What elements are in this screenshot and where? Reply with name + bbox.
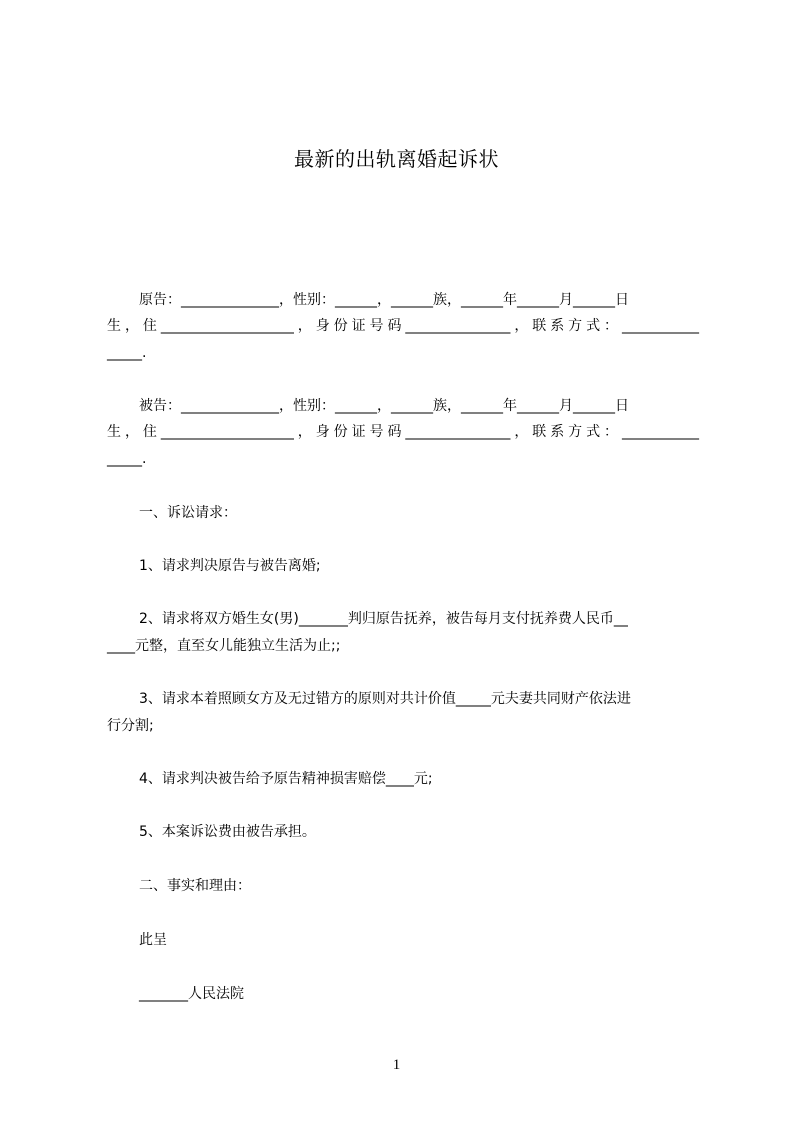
claim-3-line-1: 3、请求本着照顾女方及无过错方的原则对共计价值_____元夫妻共同财产依法进	[139, 691, 631, 707]
plaintiff-line-2: 生，住___________________，身份证号码_______________，联系方式：___________	[107, 318, 699, 334]
defendant-line-2: 生，住___________________，身份证号码_______________，联系方式：___________	[107, 424, 699, 440]
claim-2-line-1: 2、请求将双方婚生女(男)_______判归原告抚养，被告每月支付抚养费人民币__	[139, 611, 628, 627]
claim-4: 4、请求判决被告给予原告精神损害赔偿____元;	[139, 771, 433, 787]
court-name: _______人民法院	[139, 986, 244, 1002]
defendant-line-1: 被告：______________，性别：______，______族，______年______月______日	[139, 398, 629, 414]
plaintiff-line-1: 原告：______________，性别：______，______族，______年______月______日	[139, 292, 629, 308]
defendant-line-3: _____.	[107, 451, 147, 467]
section-heading-facts: 二、事实和理由：	[139, 878, 251, 894]
claim-5: 5、本案诉讼费由被告承担。	[139, 824, 316, 840]
plaintiff-line-3: _____.	[107, 345, 147, 361]
claim-1: 1、请求判决原告与被告离婚;	[139, 558, 321, 574]
closing-text: 此呈	[139, 932, 167, 948]
claim-2-line-2: ____元整，直至女儿能独立生活为止;;	[107, 638, 341, 654]
section-heading-claims: 一、诉讼请求：	[139, 505, 237, 521]
document-title: 最新的出轨离婚起诉状	[294, 147, 499, 171]
page-number: 1	[392, 1057, 401, 1073]
claim-3-line-2: 行分割;	[107, 718, 154, 734]
